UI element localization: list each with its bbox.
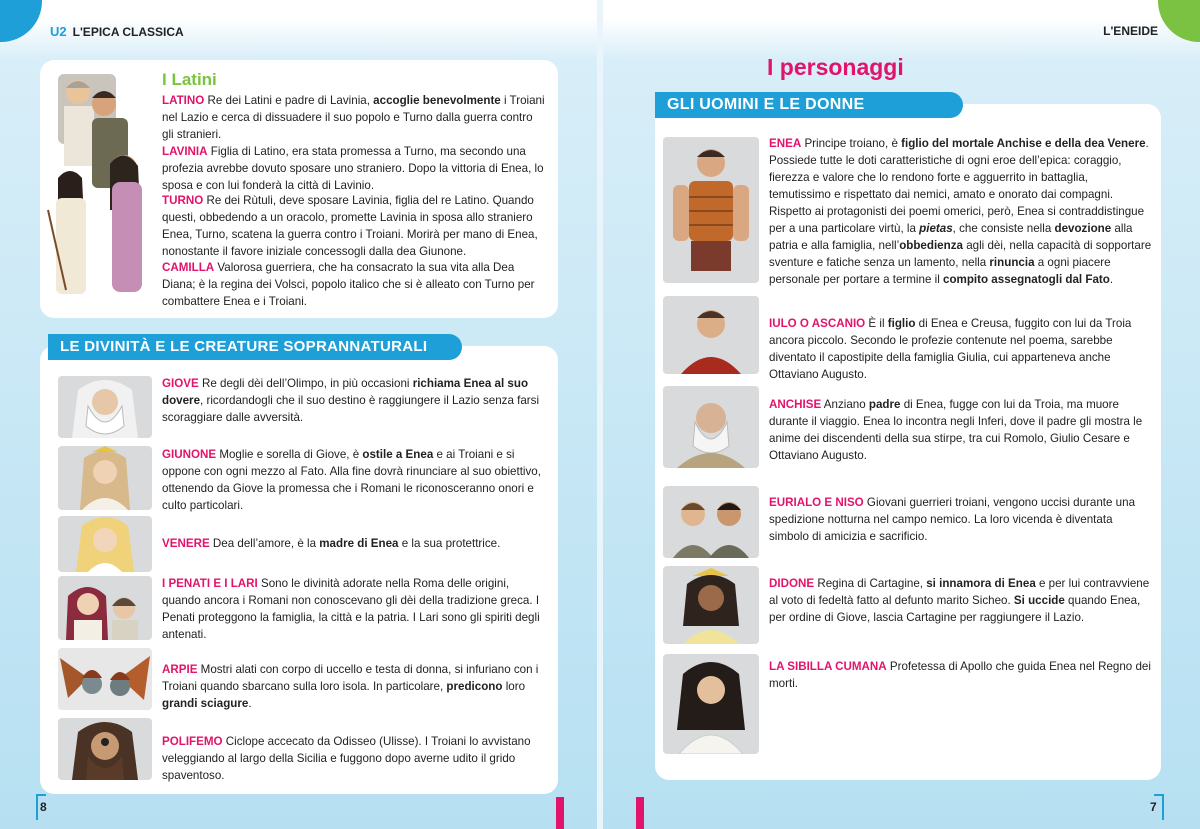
personaggi-banner: GLI UOMINI E LE DONNE: [655, 92, 963, 118]
entry-iulo: [769, 315, 1153, 383]
entry-giunone: [162, 446, 546, 514]
entry-text: , che consiste nella: [952, 222, 1055, 235]
portrait-giunone: [58, 446, 152, 510]
entry-text: loro: [502, 680, 526, 693]
entry-emphasis: figlio: [887, 317, 916, 330]
running-header-right: L'ENEIDE: [1103, 24, 1158, 38]
entry-name: VENERE: [162, 537, 210, 550]
entry-name: LATINO: [162, 94, 205, 107]
entry-text: Profetessa di Apollo che guida Enea nel Regno dei morti.: [769, 660, 1151, 690]
entry-name: ARPIE: [162, 663, 198, 676]
entry-name: LAVINIA: [162, 145, 208, 158]
entry-text: Anziano: [821, 398, 869, 411]
page-edge-marker: [556, 797, 564, 829]
entry-text: di Enea, fugge con lui da Troia, ma muore durante il viaggio. Enea lo incontra negli Inferi, dove il padre gli mostra le anime dei discendenti della sua stirpe, tra cui Romolo, Giulio Cesare e Ottaviano Augusto.: [769, 398, 1143, 462]
corner-decoration: [0, 0, 42, 42]
page-number-right: 7: [1150, 800, 1157, 814]
entry-text: e ai Troiani e si oppone con ogni mezzo al Fato. Alla fine dovrà rinunciare al suo obiettivo, ottenendo da Giove la promessa che i Romani le riconosceranno onori e culto particolari.: [162, 448, 541, 512]
entry-text: Dea dell’amore, è la: [209, 537, 320, 550]
entry-penati-lari: [162, 575, 546, 643]
divinita-banner: LE DIVINITÀ E LE CREATURE SOPRANNATURALI: [48, 334, 462, 360]
entry-name: GIUNONE: [162, 448, 217, 461]
entry-text: Re degli dèi dell’Olimpo, in più occasioni: [198, 377, 413, 390]
entry-name: EURIALO E NISO: [769, 496, 864, 509]
entry-emphasis: accoglie benevolmente: [373, 94, 501, 107]
entry-camilla: [162, 259, 546, 310]
entry-text: a ogni piacere personale per portare a termine il: [769, 256, 1111, 286]
entry-text: . Possiede tutte le doti caratteristiche di ogni eroe dell’epica: coraggio, fierezza e valore che lo rendono forte e agguerrito in battaglia, temutissimo e rispettato dai nemici, amato e onorato dai compagni. Rispetto ai protagonisti dei poemi omerici, però, Enea si contraddistingue per a una particolare virtù, la: [769, 137, 1149, 235]
entry-emphasis: obbedienza: [899, 239, 963, 252]
unit-label: U2: [50, 24, 67, 39]
entry-text: Ciclope accecato da Odisseo (Ulisse). I Troiani lo avvistano veleggiando al largo della Sicilia e fuggono dopo averne udito il grido spaventoso.: [162, 735, 531, 782]
entry-eurialo-niso: [769, 494, 1153, 545]
page-edge-marker: [636, 797, 644, 829]
entry-text: , ricordandogli che il suo destino è raggiungere il Lazio senza farsi scoraggiare dalle avversità.: [162, 394, 540, 424]
entry-text: e per lui contravviene al voto di fedeltà fatto al defunto marito Sicheo.: [769, 577, 1150, 607]
entry-emphasis: compito assegnatogli dal Fato: [943, 273, 1110, 286]
entry-enea: [769, 135, 1153, 288]
entry-emphasis: padre: [868, 398, 901, 411]
entry-name: I PENATI E I LARI: [162, 577, 258, 590]
portrait-anchise: [663, 386, 759, 468]
entry-text: i Troiani nel Lazio e cerca di dissuadere il suo popolo e Turno dalla guerra contro gli stranieri.: [162, 94, 545, 141]
entry-text: Valorosa guerriera, che ha consacrato la sua vita alla Dea Diana; è la regina dei Volsci, popolo italico che si è alleato con Turno per combattere Enea e i Troiani.: [162, 261, 535, 308]
portrait-arpie: [58, 648, 152, 710]
entry-giove: [162, 375, 546, 426]
entry-name: ENEA: [769, 137, 802, 150]
latini-illustration: [40, 70, 152, 302]
portrait-sibilla: [663, 654, 759, 754]
entry-text: Giovani guerrieri troiani, vengono uccisi durante una spedizione notturna nel campo nemico. La loro vicenda è diventata simbolo di amicizia e sacrificio.: [769, 496, 1136, 543]
entry-emphasis: grandi sciagure: [162, 697, 249, 710]
entry-emphasis: richiama Enea al suo dovere: [162, 377, 529, 407]
entry-venere: [162, 535, 546, 552]
entry-emphasis: devozione: [1054, 222, 1112, 235]
section-label: L'EPICA CLASSICA: [72, 25, 184, 39]
entry-emphasis: figlio del mortale Anchise e della dea Venere: [901, 137, 1146, 150]
entry-text: È il: [865, 317, 888, 330]
entry-name: TURNO: [162, 194, 204, 207]
entry-emphasis: predicono: [446, 680, 503, 693]
entry-text: Mostri alati con corpo di uccello e testa di donna, si infuriano con i Troiani quando sbarcano sulla loro isola. In particolare,: [162, 663, 539, 693]
entry-name: DIDONE: [769, 577, 815, 590]
entry-polifemo: [162, 733, 546, 784]
entry-text: alla patria e alla famiglia, nell’: [769, 222, 1133, 252]
entry-text: Regina di Cartagine,: [814, 577, 927, 590]
entry-name: IULO O ASCANIO: [769, 317, 866, 330]
entry-latino: [162, 92, 546, 143]
entry-emphasis: si innamora di Enea: [926, 577, 1036, 590]
entry-arpie: [162, 661, 546, 712]
entry-emphasis: madre di Enea: [319, 537, 399, 550]
entry-name: POLIFEMO: [162, 735, 223, 748]
portrait-enea: [663, 137, 759, 283]
entry-text: Re dei Latini e padre di Lavinia,: [204, 94, 374, 107]
running-header-left: [50, 24, 184, 39]
entry-emphasis: rinuncia: [989, 256, 1035, 269]
entry-text: Moglie e sorella di Giove, è: [216, 448, 363, 461]
portrait-eurialo-niso: [663, 486, 759, 558]
entry-emphasis: pietas: [919, 222, 953, 235]
entry-name: CAMILLA: [162, 261, 215, 274]
entry-text: Sono le divinità adorate nella Roma delle origini, quando ancora i Romani non conoscevano gli dèi della tradizione greca. I Penati proteggono la famiglia, la città e la patria. I Lari sono gli spiriti degli antenati.: [162, 577, 540, 641]
entry-name: ANCHISE: [769, 398, 822, 411]
entry-text: .: [248, 697, 252, 710]
portrait-didone: [663, 566, 759, 644]
personaggi-title: I personaggi: [767, 54, 904, 80]
entry-turno: [162, 192, 546, 260]
entry-text: Figlia di Latino, era stata promessa a Turno, ma secondo una profezia avrebbe dovuto sposare uno straniero. Dopo la vittoria di Enea, lo sposa e con lui fonderà la città di Lavinio.: [162, 145, 544, 192]
entry-text: Principe troiano, è: [801, 137, 902, 150]
portrait-polifemo: [58, 718, 152, 780]
entry-emphasis: ostile a Enea: [362, 448, 434, 461]
entry-text: .: [1109, 273, 1114, 286]
entry-text: agli dèi, nella capacità di sopportare sventure e fatiche senza un lamento, nella: [769, 239, 1152, 269]
entry-sibilla: [769, 658, 1153, 692]
portrait-venere: [58, 516, 152, 572]
entry-text: Re dei Rùtuli, deve sposare Lavinia, figlia del re Latino. Quando questi, obbedendo a un oracolo, promette Lavinia in sposa allo straniero Enea, Turno, scatena la guerra contro i Troiani. Morirà per mano di Enea, nonostante il favore iniziale concessogli dalla dea Giunone.: [162, 194, 538, 258]
entry-text: e la sua protettrice.: [398, 537, 501, 550]
entry-emphasis: Si uccide: [1013, 594, 1065, 607]
entry-name: GIOVE: [162, 377, 199, 390]
entry-lavinia: [162, 143, 546, 194]
latini-title: I Latini: [162, 70, 217, 89]
entry-text: di Enea e Creusa, fuggito con lui da Troia ancora piccolo. Secondo le profezie contenute nel poema, sarebbe diventato il capostipite della famiglia Giulia, cui apparteneva anche Ottaviano Augusto.: [769, 317, 1132, 381]
page-number-left: 8: [40, 800, 47, 814]
portrait-iulo: [663, 296, 759, 374]
entry-name: LA SIBILLA CUMANA: [769, 660, 887, 673]
corner-decoration: [1158, 0, 1200, 42]
entry-anchise: [769, 396, 1153, 464]
entry-text: quando Enea, per ordine di Giove, lascia Cartagine per raggiungere il Lazio.: [769, 594, 1141, 624]
entry-didone: [769, 575, 1153, 626]
portrait-giove: [58, 376, 152, 438]
portrait-penati-lari: [58, 576, 152, 640]
